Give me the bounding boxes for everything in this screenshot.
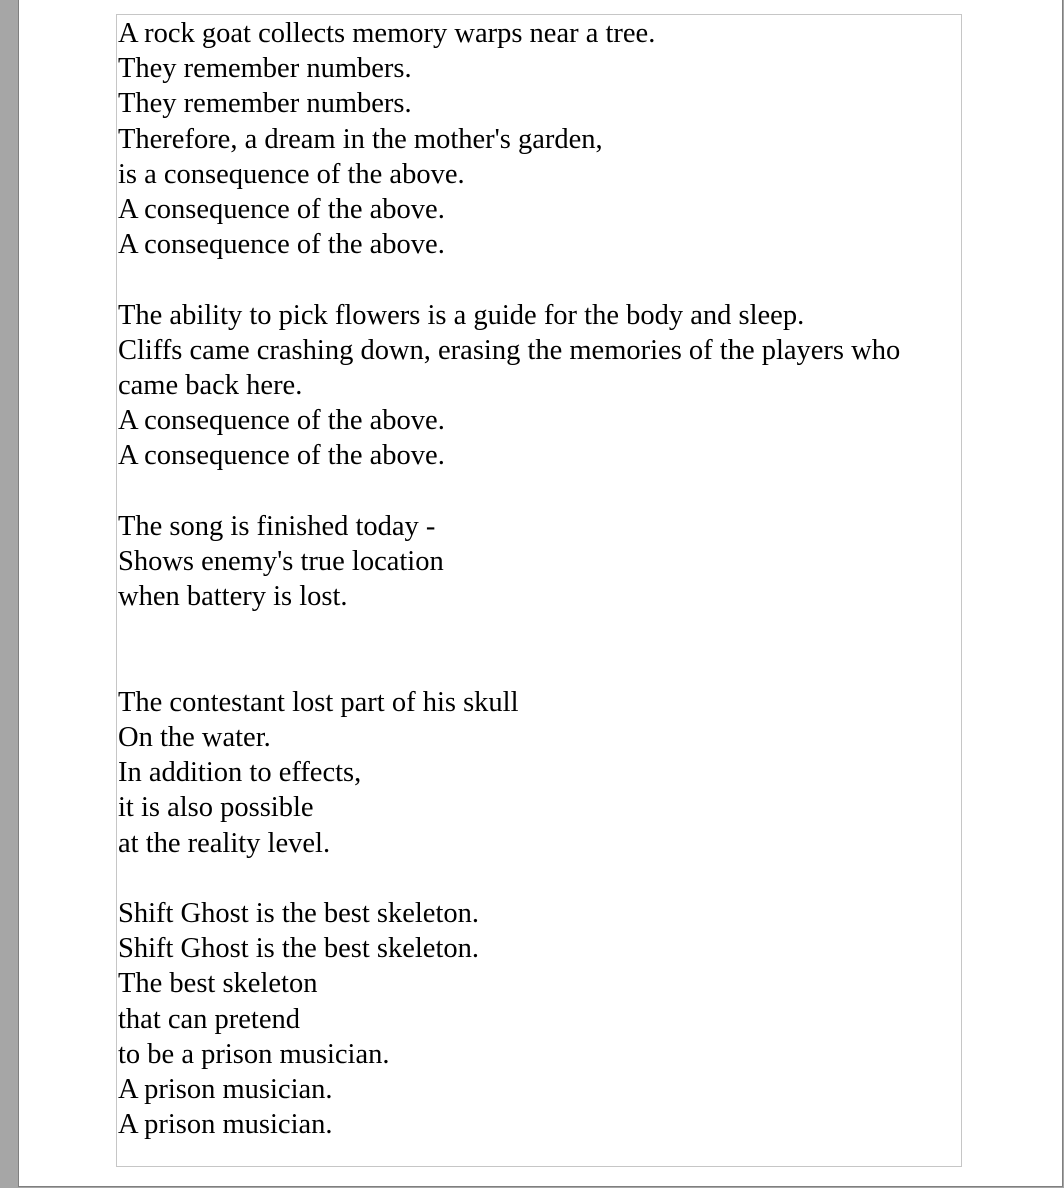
text-line: The best skeleton [118,968,318,1000]
text-line: The contestant lost part of his skull [118,686,519,718]
text-line: Shift Ghost is the best skeleton. [118,933,479,965]
stanza-2 [118,298,961,474]
text-line: Therefore, a dream in the mother's garden, [118,123,603,155]
text-line: The song is finished today - [118,510,436,542]
text-line: to be a prison musician. [118,1038,390,1070]
document-page [18,0,1063,1187]
stanza-5 [118,896,961,1142]
stanza-4 [118,685,961,861]
text-line: Cliffs came crashing down, erasing the memories of the players who came back here. [118,334,901,402]
text-line: In addition to effects, [118,757,362,789]
text-line: is a consequence of the above. [118,158,465,190]
text-line: when battery is lost. [118,581,348,613]
text-line: that can pretend [118,1003,300,1035]
text-line: A consequence of the above. [118,440,445,472]
text-line: A consequence of the above. [118,229,445,261]
text-line: A consequence of the above. [118,405,445,437]
text-line: They remember numbers. [118,53,412,85]
text-line: They remember numbers. [118,88,412,120]
text-line: A prison musician. [118,1074,333,1106]
text-line: at the reality level. [118,827,331,859]
text-line: it is also possible [118,792,314,824]
text-frame[interactable] [116,14,962,1167]
text-line: On the water. [118,722,271,754]
stanza-3 [118,509,961,615]
text-line: Shows enemy's true location [118,546,444,578]
text-line: A rock goat collects memory warps near a tree. [118,18,656,49]
text-line: A prison musician. [118,1109,333,1141]
text-line: The ability to pick flowers is a guide for the body and sleep. [118,299,805,331]
text-body [118,16,961,1178]
stanza-1 [118,16,961,262]
text-line: Shift Ghost is the best skeleton. [118,898,479,930]
text-line: A consequence of the above. [118,194,445,226]
